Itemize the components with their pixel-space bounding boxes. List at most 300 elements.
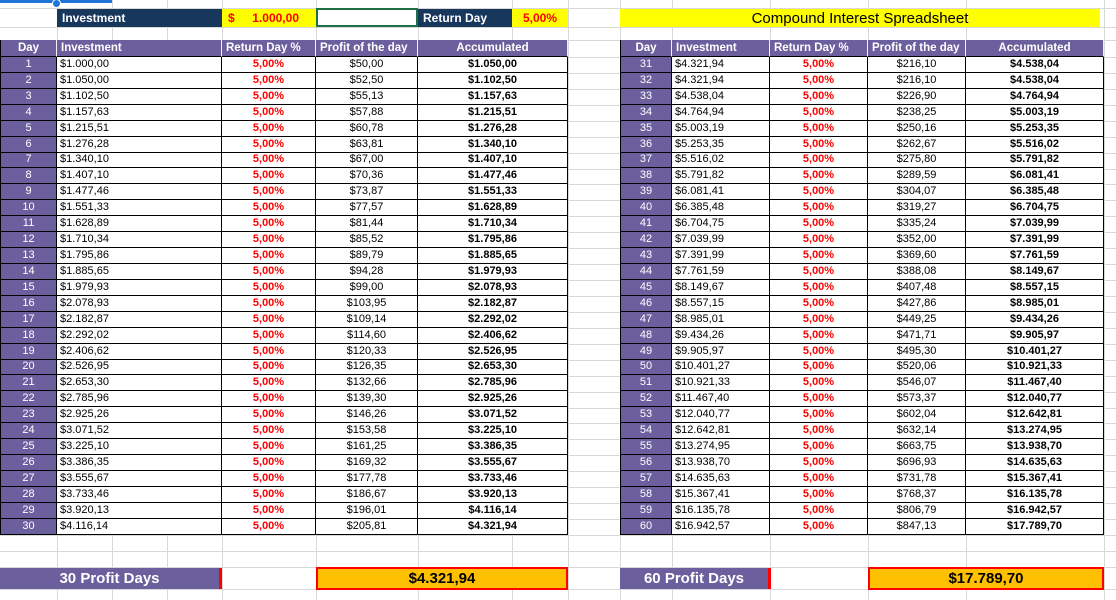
investment-cell[interactable]: $10.401,27 bbox=[672, 360, 770, 376]
day-cell[interactable]: 39 bbox=[620, 184, 672, 200]
profit-cell[interactable]: $289,59 bbox=[868, 168, 966, 184]
accumulated-cell[interactable]: $1.276,28 bbox=[418, 121, 568, 137]
return-day-cell[interactable]: 5,00% bbox=[770, 200, 868, 216]
return-day-cell[interactable]: 5,00% bbox=[770, 503, 868, 519]
profit-cell[interactable]: $806,79 bbox=[868, 503, 966, 519]
day-cell[interactable]: 48 bbox=[620, 328, 672, 344]
header-profit[interactable]: Profit of the day bbox=[316, 40, 418, 57]
day-cell[interactable]: 47 bbox=[620, 312, 672, 328]
day-cell[interactable]: 42 bbox=[620, 232, 672, 248]
day-cell[interactable]: 8 bbox=[0, 168, 57, 184]
return-day-cell[interactable]: 5,00% bbox=[222, 344, 316, 360]
accumulated-cell[interactable]: $9.434,26 bbox=[966, 312, 1104, 328]
day-cell[interactable]: 14 bbox=[0, 264, 57, 280]
accumulated-cell[interactable]: $1.215,51 bbox=[418, 105, 568, 121]
day-cell[interactable]: 17 bbox=[0, 312, 57, 328]
investment-cell[interactable]: $14.635,63 bbox=[672, 471, 770, 487]
profit-cell[interactable]: $847,13 bbox=[868, 519, 966, 535]
profit-cell[interactable]: $67,00 bbox=[316, 153, 418, 169]
day-cell[interactable]: 1 bbox=[0, 57, 57, 73]
investment-cell[interactable]: $13.274,95 bbox=[672, 439, 770, 455]
accumulated-cell[interactable]: $12.040,77 bbox=[966, 391, 1104, 407]
investment-cell[interactable]: $2.526,95 bbox=[57, 360, 222, 376]
investment-cell[interactable]: $3.920,13 bbox=[57, 503, 222, 519]
day-cell[interactable]: 6 bbox=[0, 137, 57, 153]
investment-cell[interactable]: $16.942,57 bbox=[672, 519, 770, 535]
day-cell[interactable]: 26 bbox=[0, 455, 57, 471]
accumulated-cell[interactable]: $14.635,63 bbox=[966, 455, 1104, 471]
day-cell[interactable]: 30 bbox=[0, 519, 57, 535]
day-cell[interactable]: 59 bbox=[620, 503, 672, 519]
return-day-cell[interactable]: 5,00% bbox=[222, 519, 316, 535]
profit-cell[interactable]: $114,60 bbox=[316, 328, 418, 344]
profit-cell[interactable]: $216,10 bbox=[868, 57, 966, 73]
accumulated-cell[interactable]: $12.642,81 bbox=[966, 407, 1104, 423]
investment-cell[interactable]: $1.979,93 bbox=[57, 280, 222, 296]
return-day-cell[interactable]: 5,00% bbox=[770, 439, 868, 455]
profit-cell[interactable]: $89,79 bbox=[316, 248, 418, 264]
profit-cell[interactable]: $471,71 bbox=[868, 328, 966, 344]
day-cell[interactable]: 23 bbox=[0, 407, 57, 423]
investment-cell[interactable]: $3.733,46 bbox=[57, 487, 222, 503]
day-cell[interactable]: 51 bbox=[620, 375, 672, 391]
return-day-cell[interactable]: 5,00% bbox=[770, 57, 868, 73]
investment-label-cell[interactable]: Investment bbox=[57, 9, 222, 27]
day-cell[interactable]: 28 bbox=[0, 487, 57, 503]
day-cell[interactable]: 3 bbox=[0, 89, 57, 105]
return-day-cell[interactable]: 5,00% bbox=[222, 264, 316, 280]
profit-cell[interactable]: $85,52 bbox=[316, 232, 418, 248]
profit-cell[interactable]: $250,16 bbox=[868, 121, 966, 137]
profit-cell[interactable]: $57,88 bbox=[316, 105, 418, 121]
profit-cell[interactable]: $55,13 bbox=[316, 89, 418, 105]
return-day-cell[interactable]: 5,00% bbox=[770, 296, 868, 312]
day-cell[interactable]: 58 bbox=[620, 487, 672, 503]
day-cell[interactable]: 10 bbox=[0, 200, 57, 216]
return-day-cell[interactable]: 5,00% bbox=[770, 407, 868, 423]
day-cell[interactable]: 50 bbox=[620, 360, 672, 376]
accumulated-cell[interactable]: $13.938,70 bbox=[966, 439, 1104, 455]
profit-cell[interactable]: $50,00 bbox=[316, 57, 418, 73]
profit-cell[interactable]: $126,35 bbox=[316, 360, 418, 376]
investment-cell[interactable]: $10.921,33 bbox=[672, 375, 770, 391]
return-day-cell[interactable]: 5,00% bbox=[222, 137, 316, 153]
header-investment[interactable]: Investment bbox=[57, 40, 222, 57]
return-day-cell[interactable]: 5,00% bbox=[770, 280, 868, 296]
day-cell[interactable]: 19 bbox=[0, 344, 57, 360]
accumulated-cell[interactable]: $16.135,78 bbox=[966, 487, 1104, 503]
investment-cell[interactable]: $12.642,81 bbox=[672, 423, 770, 439]
accumulated-cell[interactable]: $2.785,96 bbox=[418, 375, 568, 391]
accumulated-cell[interactable]: $1.979,93 bbox=[418, 264, 568, 280]
investment-cell[interactable]: $5.791,82 bbox=[672, 168, 770, 184]
accumulated-cell[interactable]: $10.401,27 bbox=[966, 344, 1104, 360]
accumulated-cell[interactable]: $3.386,35 bbox=[418, 439, 568, 455]
day-cell[interactable]: 5 bbox=[0, 121, 57, 137]
accumulated-cell[interactable]: $4.538,04 bbox=[966, 57, 1104, 73]
investment-cell[interactable]: $1.407,10 bbox=[57, 168, 222, 184]
day-cell[interactable]: 21 bbox=[0, 375, 57, 391]
day-cell[interactable]: 31 bbox=[620, 57, 672, 73]
investment-cell[interactable]: $1.551,33 bbox=[57, 200, 222, 216]
day-cell[interactable]: 57 bbox=[620, 471, 672, 487]
return-day-cell[interactable]: 5,00% bbox=[770, 487, 868, 503]
profit-cell[interactable]: $146,26 bbox=[316, 407, 418, 423]
accumulated-cell[interactable]: $4.321,94 bbox=[418, 519, 568, 535]
investment-cell[interactable]: $7.039,99 bbox=[672, 232, 770, 248]
investment-cell[interactable]: $4.764,94 bbox=[672, 105, 770, 121]
return-day-cell[interactable]: 5,00% bbox=[222, 423, 316, 439]
return-day-cell[interactable]: 5,00% bbox=[222, 57, 316, 73]
day-cell[interactable]: 46 bbox=[620, 296, 672, 312]
day-cell[interactable]: 16 bbox=[0, 296, 57, 312]
profit-cell[interactable]: $70,36 bbox=[316, 168, 418, 184]
profit-cell[interactable]: $226,90 bbox=[868, 89, 966, 105]
accumulated-cell[interactable]: $5.253,35 bbox=[966, 121, 1104, 137]
profit-cell[interactable]: $216,10 bbox=[868, 73, 966, 89]
day-cell[interactable]: 60 bbox=[620, 519, 672, 535]
investment-cell[interactable]: $15.367,41 bbox=[672, 487, 770, 503]
accumulated-cell[interactable]: $1.340,10 bbox=[418, 137, 568, 153]
return-day-cell[interactable]: 5,00% bbox=[222, 391, 316, 407]
day-cell[interactable]: 44 bbox=[620, 264, 672, 280]
accumulated-cell[interactable]: $7.761,59 bbox=[966, 248, 1104, 264]
return-day-cell[interactable]: 5,00% bbox=[222, 184, 316, 200]
accumulated-cell[interactable]: $16.942,57 bbox=[966, 503, 1104, 519]
profit-cell[interactable]: $205,81 bbox=[316, 519, 418, 535]
investment-cell[interactable]: $5.253,35 bbox=[672, 137, 770, 153]
return-day-cell[interactable]: 5,00% bbox=[770, 232, 868, 248]
accumulated-cell[interactable]: $4.538,04 bbox=[966, 73, 1104, 89]
profit-cell[interactable]: $275,80 bbox=[868, 153, 966, 169]
day-cell[interactable]: 2 bbox=[0, 73, 57, 89]
investment-cell[interactable]: $12.040,77 bbox=[672, 407, 770, 423]
day-cell[interactable]: 36 bbox=[620, 137, 672, 153]
profit-cell[interactable]: $573,37 bbox=[868, 391, 966, 407]
day-cell[interactable]: 43 bbox=[620, 248, 672, 264]
day-cell[interactable]: 40 bbox=[620, 200, 672, 216]
investment-cell[interactable]: $5.516,02 bbox=[672, 153, 770, 169]
profit-cell[interactable]: $238,25 bbox=[868, 105, 966, 121]
investment-cell[interactable]: $3.071,52 bbox=[57, 423, 222, 439]
return-day-cell[interactable]: 5,00% bbox=[770, 89, 868, 105]
return-day-value-cell[interactable]: 5,00% bbox=[512, 9, 568, 27]
day-cell[interactable]: 18 bbox=[0, 328, 57, 344]
investment-cell[interactable]: $9.434,26 bbox=[672, 328, 770, 344]
day-cell[interactable]: 38 bbox=[620, 168, 672, 184]
profit-cell[interactable]: $304,07 bbox=[868, 184, 966, 200]
profit-cell[interactable]: $77,57 bbox=[316, 200, 418, 216]
investment-cell[interactable]: $7.391,99 bbox=[672, 248, 770, 264]
header-return-day[interactable]: Return Day % bbox=[222, 40, 316, 57]
return-day-cell[interactable]: 5,00% bbox=[770, 168, 868, 184]
sheet-title[interactable]: Compound Interest Spreadsheet bbox=[620, 9, 1100, 27]
day-cell[interactable]: 9 bbox=[0, 184, 57, 200]
investment-cell[interactable]: $1.000,00 bbox=[57, 57, 222, 73]
investment-cell[interactable]: $4.538,04 bbox=[672, 89, 770, 105]
investment-cell[interactable]: $8.149,67 bbox=[672, 280, 770, 296]
profit-cell[interactable]: $120,33 bbox=[316, 344, 418, 360]
return-day-cell[interactable]: 5,00% bbox=[222, 73, 316, 89]
accumulated-cell[interactable]: $3.920,13 bbox=[418, 487, 568, 503]
investment-cell[interactable]: $2.406,62 bbox=[57, 344, 222, 360]
day-cell[interactable]: 49 bbox=[620, 344, 672, 360]
investment-cell[interactable]: $11.467,40 bbox=[672, 391, 770, 407]
return-day-cell[interactable]: 5,00% bbox=[770, 423, 868, 439]
profit-cell[interactable]: $99,00 bbox=[316, 280, 418, 296]
profit-cell[interactable]: $60,78 bbox=[316, 121, 418, 137]
accumulated-cell[interactable]: $2.292,02 bbox=[418, 312, 568, 328]
day-cell[interactable]: 13 bbox=[0, 248, 57, 264]
return-day-cell[interactable]: 5,00% bbox=[770, 137, 868, 153]
accumulated-cell[interactable]: $1.157,63 bbox=[418, 89, 568, 105]
investment-cell[interactable]: $1.215,51 bbox=[57, 121, 222, 137]
accumulated-cell[interactable]: $1.710,34 bbox=[418, 216, 568, 232]
accumulated-cell[interactable]: $2.406,62 bbox=[418, 328, 568, 344]
accumulated-cell[interactable]: $8.149,67 bbox=[966, 264, 1104, 280]
investment-cell[interactable]: $1.628,89 bbox=[57, 216, 222, 232]
investment-cell[interactable]: $16.135,78 bbox=[672, 503, 770, 519]
return-day-cell[interactable]: 5,00% bbox=[222, 89, 316, 105]
accumulated-cell[interactable]: $8.985,01 bbox=[966, 296, 1104, 312]
accumulated-cell[interactable]: $13.274,95 bbox=[966, 423, 1104, 439]
header-return-day[interactable]: Return Day % bbox=[770, 40, 868, 57]
investment-cell[interactable]: $1.710,34 bbox=[57, 232, 222, 248]
profit-cell[interactable]: $169,32 bbox=[316, 455, 418, 471]
profit-cell[interactable]: $161,25 bbox=[316, 439, 418, 455]
investment-cell[interactable]: $1.340,10 bbox=[57, 153, 222, 169]
accumulated-cell[interactable]: $5.003,19 bbox=[966, 105, 1104, 121]
profit-cell[interactable]: $63,81 bbox=[316, 137, 418, 153]
profit-cell[interactable]: $369,60 bbox=[868, 248, 966, 264]
accumulated-cell[interactable]: $3.733,46 bbox=[418, 471, 568, 487]
accumulated-cell[interactable]: $2.925,26 bbox=[418, 391, 568, 407]
return-day-cell[interactable]: 5,00% bbox=[222, 328, 316, 344]
profit-cell[interactable]: $335,24 bbox=[868, 216, 966, 232]
profit-cell[interactable]: $81,44 bbox=[316, 216, 418, 232]
total-30-days-label[interactable]: 30 Profit Days bbox=[0, 568, 219, 589]
profit-cell[interactable]: $352,00 bbox=[868, 232, 966, 248]
accumulated-cell[interactable]: $2.182,87 bbox=[418, 296, 568, 312]
profit-cell[interactable]: $186,67 bbox=[316, 487, 418, 503]
investment-cell[interactable]: $3.555,67 bbox=[57, 471, 222, 487]
return-day-cell[interactable]: 5,00% bbox=[222, 439, 316, 455]
return-day-cell[interactable]: 5,00% bbox=[222, 121, 316, 137]
accumulated-cell[interactable]: $9.905,97 bbox=[966, 328, 1104, 344]
investment-cell[interactable]: $6.385,48 bbox=[672, 200, 770, 216]
header-day[interactable]: Day bbox=[0, 40, 57, 57]
return-day-cell[interactable]: 5,00% bbox=[770, 73, 868, 89]
accumulated-cell[interactable]: $1.102,50 bbox=[418, 73, 568, 89]
investment-cell[interactable]: $2.182,87 bbox=[57, 312, 222, 328]
day-cell[interactable]: 41 bbox=[620, 216, 672, 232]
investment-cell[interactable]: $6.704,75 bbox=[672, 216, 770, 232]
header-day[interactable]: Day bbox=[620, 40, 672, 57]
accumulated-cell[interactable]: $6.081,41 bbox=[966, 168, 1104, 184]
profit-cell[interactable]: $407,48 bbox=[868, 280, 966, 296]
day-cell[interactable]: 34 bbox=[620, 105, 672, 121]
return-day-cell[interactable]: 5,00% bbox=[770, 391, 868, 407]
profit-cell[interactable]: $388,08 bbox=[868, 264, 966, 280]
day-cell[interactable]: 53 bbox=[620, 407, 672, 423]
day-cell[interactable]: 12 bbox=[0, 232, 57, 248]
profit-cell[interactable]: $52,50 bbox=[316, 73, 418, 89]
accumulated-cell[interactable]: $1.050,00 bbox=[418, 57, 568, 73]
return-day-cell[interactable]: 5,00% bbox=[770, 312, 868, 328]
profit-cell[interactable]: $602,04 bbox=[868, 407, 966, 423]
profit-cell[interactable]: $427,86 bbox=[868, 296, 966, 312]
day-cell[interactable]: 37 bbox=[620, 153, 672, 169]
day-cell[interactable]: 15 bbox=[0, 280, 57, 296]
profit-cell[interactable]: $495,30 bbox=[868, 344, 966, 360]
return-day-cell[interactable]: 5,00% bbox=[222, 312, 316, 328]
return-day-cell[interactable]: 5,00% bbox=[770, 375, 868, 391]
profit-cell[interactable]: $546,07 bbox=[868, 375, 966, 391]
profit-cell[interactable]: $319,27 bbox=[868, 200, 966, 216]
day-cell[interactable]: 56 bbox=[620, 455, 672, 471]
total-60-days-label[interactable]: 60 Profit Days bbox=[620, 568, 768, 589]
return-day-cell[interactable]: 5,00% bbox=[222, 153, 316, 169]
profit-cell[interactable]: $449,25 bbox=[868, 312, 966, 328]
return-day-cell[interactable]: 5,00% bbox=[770, 519, 868, 535]
total-60-days-value[interactable]: $17.789,70 bbox=[868, 567, 1104, 590]
investment-cell[interactable]: $2.785,96 bbox=[57, 391, 222, 407]
investment-cell[interactable]: $2.078,93 bbox=[57, 296, 222, 312]
day-cell[interactable]: 52 bbox=[620, 391, 672, 407]
day-cell[interactable]: 45 bbox=[620, 280, 672, 296]
investment-cell[interactable]: $1.477,46 bbox=[57, 184, 222, 200]
day-cell[interactable]: 4 bbox=[0, 105, 57, 121]
return-day-cell[interactable]: 5,00% bbox=[222, 375, 316, 391]
accumulated-cell[interactable]: $17.789,70 bbox=[966, 519, 1104, 535]
investment-cell[interactable]: $5.003,19 bbox=[672, 121, 770, 137]
return-day-cell[interactable]: 5,00% bbox=[222, 471, 316, 487]
return-day-cell[interactable]: 5,00% bbox=[770, 121, 868, 137]
investment-cell[interactable]: $1.885,65 bbox=[57, 264, 222, 280]
investment-cell[interactable]: $8.557,15 bbox=[672, 296, 770, 312]
return-day-cell[interactable]: 5,00% bbox=[222, 232, 316, 248]
return-day-cell[interactable]: 5,00% bbox=[222, 455, 316, 471]
return-day-cell[interactable]: 5,00% bbox=[222, 200, 316, 216]
accumulated-cell[interactable]: $4.116,14 bbox=[418, 503, 568, 519]
accumulated-cell[interactable]: $3.071,52 bbox=[418, 407, 568, 423]
day-cell[interactable]: 27 bbox=[0, 471, 57, 487]
return-day-cell[interactable]: 5,00% bbox=[770, 455, 868, 471]
day-cell[interactable]: 7 bbox=[0, 153, 57, 169]
accumulated-cell[interactable]: $1.628,89 bbox=[418, 200, 568, 216]
return-day-cell[interactable]: 5,00% bbox=[770, 360, 868, 376]
return-day-cell[interactable]: 5,00% bbox=[222, 360, 316, 376]
day-cell[interactable]: 55 bbox=[620, 439, 672, 455]
return-day-cell[interactable]: 5,00% bbox=[770, 264, 868, 280]
return-day-cell[interactable]: 5,00% bbox=[770, 344, 868, 360]
profit-cell[interactable]: $94,28 bbox=[316, 264, 418, 280]
investment-cell[interactable]: $3.386,35 bbox=[57, 455, 222, 471]
accumulated-cell[interactable]: $5.791,82 bbox=[966, 153, 1104, 169]
total-30-days-value[interactable]: $4.321,94 bbox=[316, 567, 568, 590]
accumulated-cell[interactable]: $8.557,15 bbox=[966, 280, 1104, 296]
profit-cell[interactable]: $139,30 bbox=[316, 391, 418, 407]
investment-cell[interactable]: $4.321,94 bbox=[672, 73, 770, 89]
accumulated-cell[interactable]: $2.078,93 bbox=[418, 280, 568, 296]
investment-cell[interactable]: $2.292,02 bbox=[57, 328, 222, 344]
day-cell[interactable]: 54 bbox=[620, 423, 672, 439]
accumulated-cell[interactable]: $3.555,67 bbox=[418, 455, 568, 471]
return-day-cell[interactable]: 5,00% bbox=[222, 280, 316, 296]
profit-cell[interactable]: $153,58 bbox=[316, 423, 418, 439]
accumulated-cell[interactable]: $10.921,33 bbox=[966, 360, 1104, 376]
return-day-cell[interactable]: 5,00% bbox=[770, 328, 868, 344]
profit-cell[interactable]: $731,78 bbox=[868, 471, 966, 487]
return-day-cell[interactable]: 5,00% bbox=[222, 248, 316, 264]
return-day-cell[interactable]: 5,00% bbox=[770, 153, 868, 169]
investment-cell[interactable]: $8.985,01 bbox=[672, 312, 770, 328]
accumulated-cell[interactable]: $11.467,40 bbox=[966, 375, 1104, 391]
accumulated-cell[interactable]: $1.551,33 bbox=[418, 184, 568, 200]
accumulated-cell[interactable]: $1.407,10 bbox=[418, 153, 568, 169]
investment-value-cell[interactable] bbox=[222, 9, 316, 27]
accumulated-cell[interactable]: $2.526,95 bbox=[418, 344, 568, 360]
return-day-cell[interactable]: 5,00% bbox=[222, 407, 316, 423]
return-day-cell[interactable]: 5,00% bbox=[770, 105, 868, 121]
return-day-cell[interactable]: 5,00% bbox=[222, 168, 316, 184]
profit-cell[interactable]: $768,37 bbox=[868, 487, 966, 503]
accumulated-cell[interactable]: $1.885,65 bbox=[418, 248, 568, 264]
return-day-cell[interactable]: 5,00% bbox=[222, 216, 316, 232]
return-day-cell[interactable]: 5,00% bbox=[770, 471, 868, 487]
accumulated-cell[interactable]: $6.385,48 bbox=[966, 184, 1104, 200]
profit-cell[interactable]: $696,93 bbox=[868, 455, 966, 471]
header-investment[interactable]: Investment bbox=[672, 40, 770, 57]
profit-cell[interactable]: $132,66 bbox=[316, 375, 418, 391]
return-day-cell[interactable]: 5,00% bbox=[222, 296, 316, 312]
accumulated-cell[interactable]: $2.653,30 bbox=[418, 360, 568, 376]
investment-cell[interactable]: $4.116,14 bbox=[57, 519, 222, 535]
return-day-cell[interactable]: 5,00% bbox=[222, 105, 316, 121]
header-profit[interactable]: Profit of the day bbox=[868, 40, 966, 57]
investment-cell[interactable]: $2.653,30 bbox=[57, 375, 222, 391]
header-accumulated[interactable]: Accumulated bbox=[966, 40, 1104, 57]
day-cell[interactable]: 29 bbox=[0, 503, 57, 519]
accumulated-cell[interactable]: $7.039,99 bbox=[966, 216, 1104, 232]
return-day-cell[interactable]: 5,00% bbox=[222, 487, 316, 503]
return-day-cell[interactable]: 5,00% bbox=[222, 503, 316, 519]
profit-cell[interactable]: $632,14 bbox=[868, 423, 966, 439]
day-cell[interactable]: 33 bbox=[620, 89, 672, 105]
profit-cell[interactable]: $262,67 bbox=[868, 137, 966, 153]
day-cell[interactable]: 20 bbox=[0, 360, 57, 376]
return-day-label-cell[interactable]: Return Day bbox=[418, 9, 512, 27]
investment-cell[interactable]: $1.276,28 bbox=[57, 137, 222, 153]
day-cell[interactable]: 24 bbox=[0, 423, 57, 439]
accumulated-cell[interactable]: $4.764,94 bbox=[966, 89, 1104, 105]
investment-cell[interactable]: $7.761,59 bbox=[672, 264, 770, 280]
investment-cell[interactable]: $2.925,26 bbox=[57, 407, 222, 423]
day-cell[interactable]: 35 bbox=[620, 121, 672, 137]
investment-cell[interactable]: $9.905,97 bbox=[672, 344, 770, 360]
accumulated-cell[interactable]: $7.391,99 bbox=[966, 232, 1104, 248]
return-day-cell[interactable]: 5,00% bbox=[770, 216, 868, 232]
accumulated-cell[interactable]: $5.516,02 bbox=[966, 137, 1104, 153]
day-cell[interactable]: 25 bbox=[0, 439, 57, 455]
day-cell[interactable]: 22 bbox=[0, 391, 57, 407]
profit-cell[interactable]: $103,95 bbox=[316, 296, 418, 312]
accumulated-cell[interactable]: $1.795,86 bbox=[418, 232, 568, 248]
profit-cell[interactable]: $109,14 bbox=[316, 312, 418, 328]
day-cell[interactable]: 11 bbox=[0, 216, 57, 232]
investment-cell[interactable]: $4.321,94 bbox=[672, 57, 770, 73]
investment-cell[interactable]: $1.795,86 bbox=[57, 248, 222, 264]
